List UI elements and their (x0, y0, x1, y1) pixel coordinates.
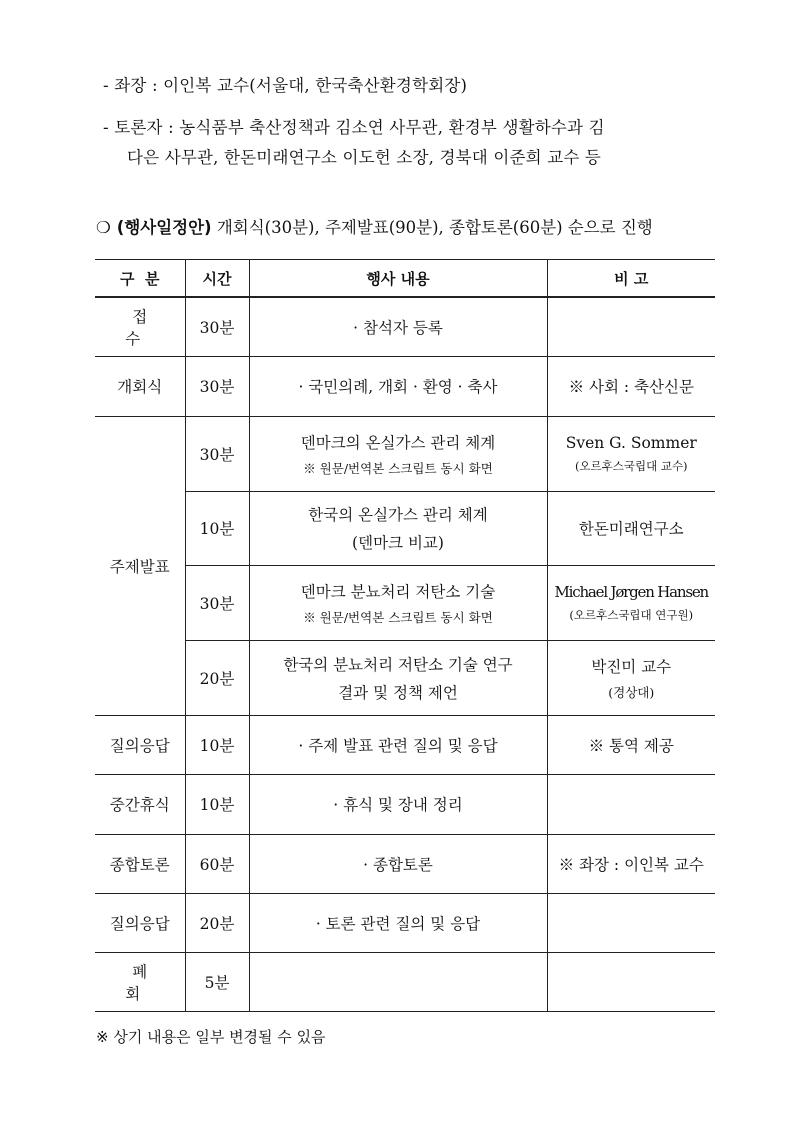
table-row-qa2 (95, 893, 715, 952)
content-cell: · 종합토론 (249, 834, 547, 893)
note-cell (547, 565, 715, 640)
presentation-title: 한국의 온실가스 관리 체계 (308, 506, 488, 524)
table-header-row (95, 260, 715, 298)
category-cell: 폐 회 (95, 952, 185, 1011)
time-cell: 60분 (185, 834, 249, 893)
content-cell: · 토론 관련 질의 및 응답 (249, 893, 547, 952)
presentation-subtitle: ※ 원문/번역본 스크립트 동시 화면 (303, 609, 493, 625)
note-cell (547, 952, 715, 1011)
table-row-presentation-1 (95, 416, 715, 491)
header-category: 구 분 (95, 260, 185, 298)
header-content: 행사 내용 (249, 260, 547, 298)
note-cell: ※ 사회 : 축산신문 (547, 356, 715, 416)
note-cell: ※ 좌장 : 이인복 교수 (547, 834, 715, 893)
speaker-name: 한돈미래연구소 (578, 520, 684, 538)
speaker-name: 박진미 교수 (591, 657, 672, 676)
table-row-presentation-2 (95, 491, 715, 565)
time-cell: 10분 (185, 774, 249, 834)
speaker-affiliation: (오르후스국립대 연구원) (569, 607, 694, 622)
content-cell (249, 952, 547, 1011)
note-cell (547, 297, 715, 356)
category-cell: 질의응답 (95, 715, 185, 774)
category-cell: 질의응답 (95, 893, 185, 952)
presentation-subtitle: (덴마크 비교) (352, 534, 444, 552)
content-cell (249, 416, 547, 491)
note-cell: ※ 통역 제공 (547, 715, 715, 774)
time-cell: 20분 (185, 893, 249, 952)
header-note: 비 고 (547, 260, 715, 298)
schedule-heading-text: 개회식(30분), 주제발표(90분), 종합토론(60분) 순으로 진행 (216, 218, 653, 237)
time-cell: 5분 (185, 952, 249, 1011)
table-row-qa1 (95, 715, 715, 774)
note-cell (547, 640, 715, 715)
time-cell: 10분 (185, 491, 249, 565)
panel-line-1: - 토론자 : 농식품부 축산정책과 김소연 사무관, 환경부 생활하수과 김 (103, 118, 605, 137)
footnote: ※ 상기 내용은 일부 변경될 수 있음 (96, 1028, 326, 1046)
circle-bullet-icon: ❍ (96, 218, 111, 237)
time-cell: 30분 (185, 297, 249, 356)
content-cell: · 국민의례, 개회 · 환영 · 축사 (249, 356, 547, 416)
time-cell: 10분 (185, 715, 249, 774)
note-cell (547, 774, 715, 834)
presentation-title: 덴마크의 온실가스 관리 체계 (300, 433, 496, 452)
note-cell (547, 893, 715, 952)
presentation-title: 덴마크 분뇨처리 저탄소 기술 (300, 582, 496, 601)
panel-line-2: 다은 사무관, 한돈미래연구소 이도헌 소장, 경북대 이준희 교수 등 (127, 148, 602, 167)
note-cell (547, 416, 715, 491)
time-cell: 30분 (185, 356, 249, 416)
speaker-affiliation: (경상대) (608, 684, 655, 700)
speaker-affiliation: (오르후스국립대 교수) (574, 458, 688, 473)
time-cell: 30분 (185, 416, 249, 491)
schedule-table (95, 259, 715, 1012)
category-cell: 종합토론 (95, 834, 185, 893)
schedule-heading (96, 216, 653, 240)
table-row-opening (95, 356, 715, 416)
note-cell (547, 491, 715, 565)
speaker-name: Sven G. Sommer (565, 433, 697, 452)
chair-line: - 좌장 : 이인복 교수(서울대, 한국축산환경학회장) (103, 76, 468, 95)
category-cell: 접 수 (95, 297, 185, 356)
time-cell: 20분 (185, 640, 249, 715)
category-cell: 개회식 (95, 356, 185, 416)
content-cell (249, 565, 547, 640)
category-cell: 중간휴식 (95, 774, 185, 834)
table-row-reception (95, 297, 715, 356)
presentation-subtitle: 결과 및 정책 제언 (338, 683, 458, 702)
table-row-presentation-3 (95, 565, 715, 640)
presentation-title: 한국의 분뇨처리 저탄소 기술 연구 (283, 655, 513, 674)
category-cell: 주제발표 (95, 416, 185, 715)
table-row-break (95, 774, 715, 834)
table-row-presentation-4 (95, 640, 715, 715)
presentation-subtitle: ※ 원문/번역본 스크립트 동시 화면 (303, 460, 493, 476)
time-cell: 30분 (185, 565, 249, 640)
schedule-heading-label: (행사일정안) (116, 218, 212, 237)
content-cell: · 휴식 및 장내 정리 (249, 774, 547, 834)
content-cell (249, 640, 547, 715)
table-row-closing (95, 952, 715, 1011)
header-time: 시간 (185, 260, 249, 298)
content-cell: · 참석자 등록 (249, 297, 547, 356)
table-row-discussion (95, 834, 715, 893)
speaker-name: Michael Jørgen Hansen (554, 582, 708, 601)
content-cell: · 주제 발표 관련 질의 및 응답 (249, 715, 547, 774)
content-cell (249, 491, 547, 565)
